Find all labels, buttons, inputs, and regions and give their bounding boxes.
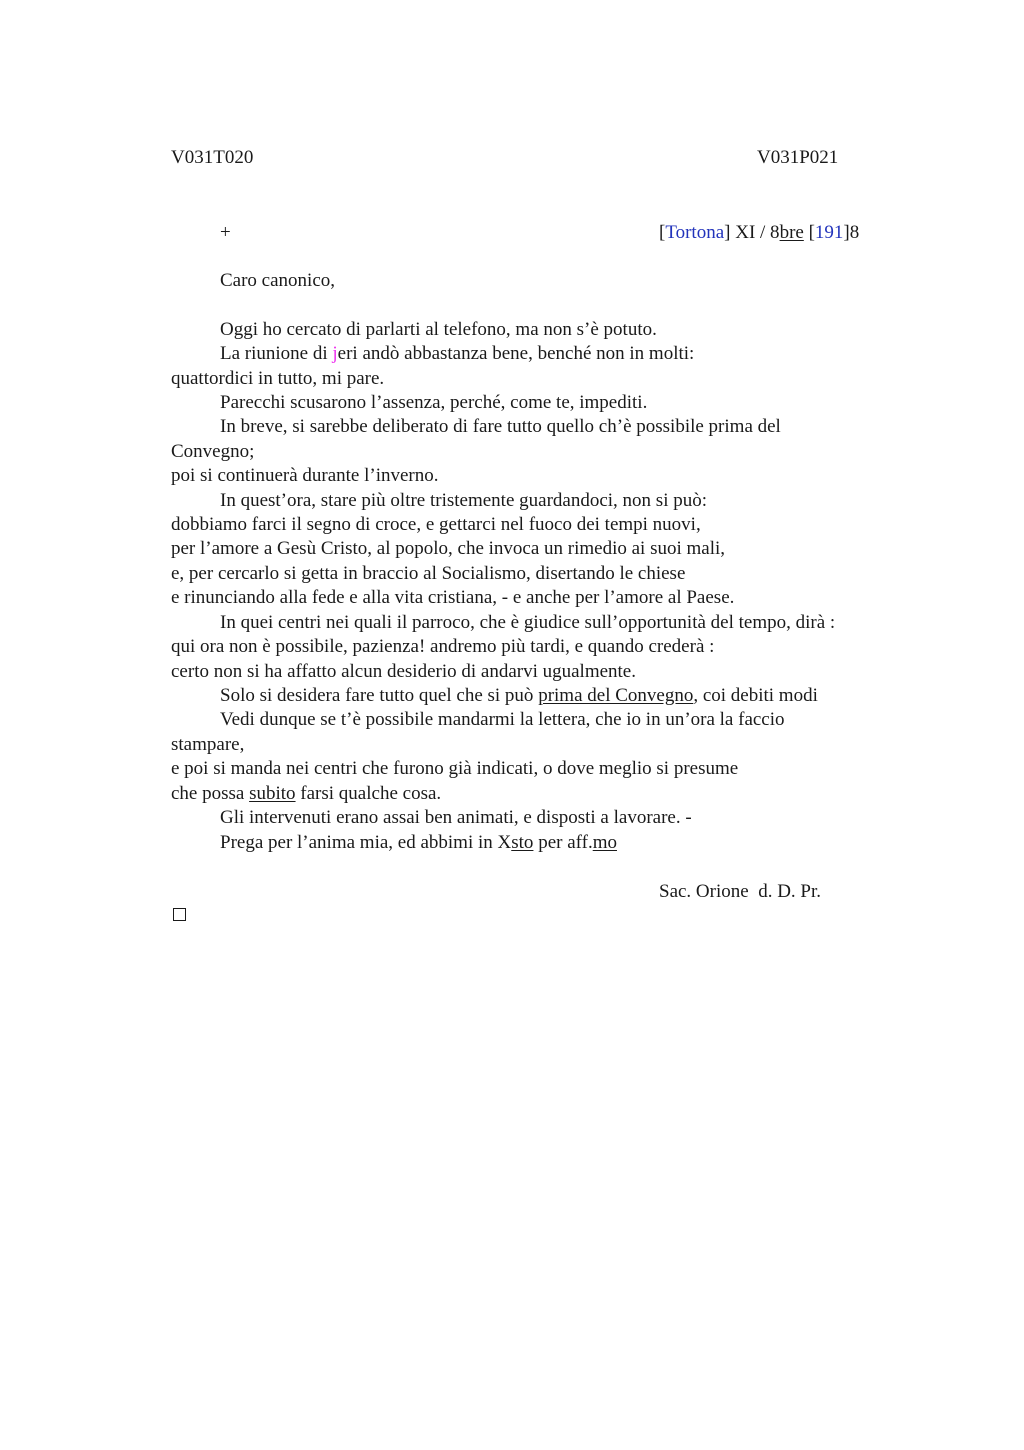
body-text: , coi debiti modi	[693, 685, 818, 706]
body-line: In quest’ora, stare più oltre tristemente guardandoci, non si può:	[220, 490, 708, 511]
body-text: Prega per l’anima mia, ed abbimi in X	[220, 832, 512, 853]
body-text: per aff.	[533, 832, 593, 853]
dateline-day-month: ] XI / 8	[724, 222, 780, 243]
body-line	[220, 343, 694, 365]
body-line	[171, 783, 441, 805]
body-line: e, per cercarlo si getta in braccio al Socialismo, disertando le chiese	[171, 563, 686, 584]
body-text: La riunione di	[220, 343, 333, 364]
body-line: stampare,	[171, 734, 245, 755]
body-line: Vedi dunque se t’è possibile mandarmi la lettera, che io in un’ora la faccio	[220, 709, 785, 730]
dateline-place: Tortona	[665, 222, 725, 243]
body-line: e poi si manda nei centri che furono già indicati, o dove meglio si presume	[171, 758, 739, 779]
dateline-year-end: ]8	[843, 222, 860, 243]
body-line	[220, 685, 818, 707]
end-marker-square-icon	[173, 908, 186, 921]
body-line: Convegno;	[171, 441, 255, 462]
abbr-superscript: mo	[592, 832, 617, 853]
body-text: Solo si desidera fare tutto quel che si può	[220, 685, 539, 706]
body-line: e rinunciando alla fede e alla vita cristiana, - e anche per l’amore al Paese.	[171, 587, 735, 608]
abbr-superscript: sto	[511, 832, 534, 853]
underlined-word: subito	[249, 783, 296, 804]
body-text: che possa	[171, 783, 250, 804]
underlined-phrase: prima del Convegno	[538, 685, 694, 706]
left-page-code: V031T020	[171, 147, 254, 168]
body-line: In breve, si sarebbe deliberato di fare tutto quello ch’è possibile prima del	[220, 416, 781, 437]
body-line	[220, 832, 617, 854]
dateline	[659, 222, 859, 244]
salutation: Caro canonico,	[220, 270, 336, 291]
correction-letter: j	[332, 343, 338, 364]
body-line: poi si continuerà durante l’inverno.	[171, 465, 439, 486]
dateline-bracket: [	[659, 222, 666, 243]
body-line: Parecchi scusarono l’assenza, perché, come te, impediti.	[220, 392, 648, 413]
cross-symbol: +	[220, 222, 231, 243]
body-line: quattordici in tutto, mi pare.	[171, 368, 385, 389]
right-page-code: V031P021	[757, 147, 839, 168]
body-line: qui ora non è possibile, pazienza! andremo più tardi, e quando crederà :	[171, 636, 715, 657]
signature: Sac. Orione d. D. Pr.	[659, 881, 822, 902]
body-line: certo non si ha affatto alcun desiderio di andarvi ugualmente.	[171, 661, 636, 682]
body-line: In quei centri nei quali il parroco, che è giudice sull’opportunità del tempo, dirà :	[220, 612, 836, 633]
body-text: farsi qualche cosa.	[295, 783, 442, 804]
dateline-month-abbr: bre	[779, 222, 804, 243]
dateline-year-part: 191	[814, 222, 844, 243]
body-text: eri andò abbastanza bene, benché non in molti:	[337, 343, 695, 364]
dateline-bracket-open: [	[803, 222, 815, 243]
body-line: Oggi ho cercato di parlarti al telefono, ma non s’è potuto.	[220, 319, 657, 340]
body-line: Gli intervenuti erano assai ben animati, e disposti a lavorare. -	[220, 807, 692, 828]
body-line: dobbiamo farci il segno di croce, e gettarci nel fuoco dei tempi nuovi,	[171, 514, 701, 535]
body-line: per l’amore a Gesù Cristo, al popolo, che invoca un rimedio ai suoi mali,	[171, 538, 726, 559]
